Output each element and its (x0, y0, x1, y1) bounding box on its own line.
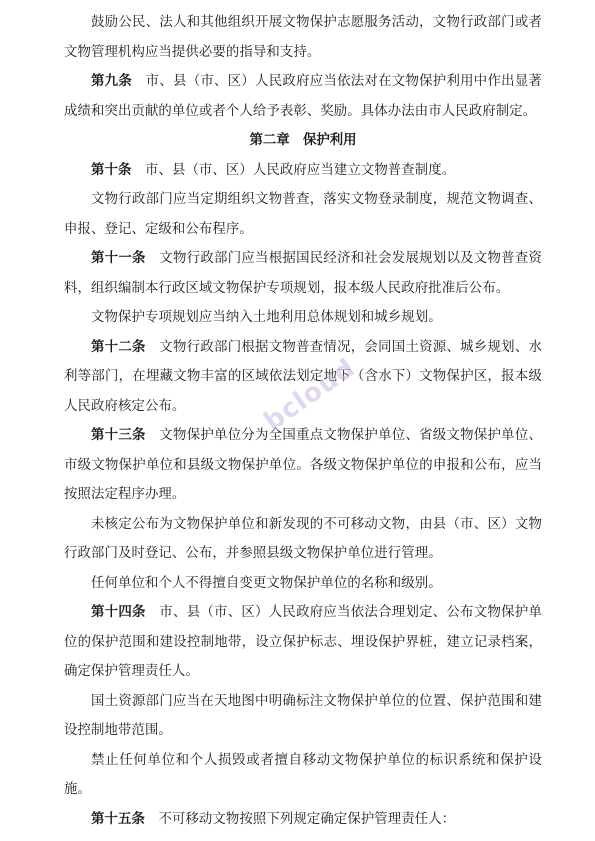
article-number: 第十二条 (91, 339, 146, 355)
article-number: 第十四条 (91, 605, 146, 620)
article-13-paragraph: 第十三条 文物保护单位分为全国重点文物保护单位、省级文物保护单位、市级文物保护单位和县级文物保护单位。各级文物保护单位的申报和公布，应当按照法定程序办理。 (64, 428, 542, 502)
article-14-paragraph: 第十四条 市、县（市、区）人民政府应当依法合理划定、公布文物保护单位的保护范围和建设控制地带，设立保护标志、埋设保护界桩，建立记录档案，确定保护管理责任人。 (64, 605, 542, 679)
paragraph: 任何单位和个人不得擅自变更文物保护单位的名称和级别。 (91, 575, 442, 591)
paragraph: 国土资源部门应当在天地图中明确标注文物保护单位的位置、保护范围和建设控制地带范围。 (64, 693, 542, 738)
article-number: 第十条 (91, 162, 132, 178)
article-9-paragraph: 第九条 市、县（市、区）人民政府应当依法对在文物保护利用中作出显著成绩和突出贡献的单位或者个人给予表彰、奖励。具体办法由市人民政府制定。 (64, 74, 542, 119)
chapter-heading: 第二章 保护利用 (249, 133, 357, 148)
article-15-paragraph: 第十五条 不可移动文物按照下列规定确定保护管理责任人： (91, 811, 456, 827)
article-number: 第十一条 (91, 251, 146, 266)
article-12-paragraph: 第十二条 文物行政部门根据文物普查情况，会同国土资源、城乡规划、水利等部门，在埋藏文物丰富的区域依法划定地下（含水下）文物保护区，报本级人民政府核定公布。 (64, 339, 542, 414)
paragraph: 文物保护专项规划应当纳入土地利用总体规划和城乡规划。 (91, 310, 442, 325)
watermark: bcloud (258, 352, 362, 438)
article-10-paragraph: 第十条 市、县（市、区）人民政府应当建立文物普查制度。 (91, 162, 456, 178)
paragraph: 文物行政部门应当定期组织文物普查，落实文物登录制度，规范文物调查、申报、登记、定级和公布程序。 (64, 192, 542, 237)
article-11-paragraph: 第十一条 文物行政部门应当根据国民经济和社会发展规划以及文物普查资料，组织编制本行政区域文物保护专项规划，报本级人民政府批准后公布。 (64, 251, 542, 296)
article-number: 第十五条 (91, 811, 145, 827)
paragraph: 未核定公布为文物保护单位和新发现的不可移动文物，由县（市、区）文物行政部门及时登记、公布，并参照县级文物保护单位进行管理。 (64, 516, 542, 561)
paragraph: 禁止任何单位和个人损毁或者擅自移动文物保护单位的标识系统和保护设施。 (64, 752, 542, 797)
paragraph: 鼓励公民、法人和其他组织开展文物保护志愿服务活动，文物行政部门或者文物管理机构应当提供必要的指导和支持。 (64, 15, 542, 60)
document-body (64, 8, 542, 834)
article-number: 第十三条 (91, 428, 146, 443)
article-number: 第九条 (91, 74, 133, 89)
